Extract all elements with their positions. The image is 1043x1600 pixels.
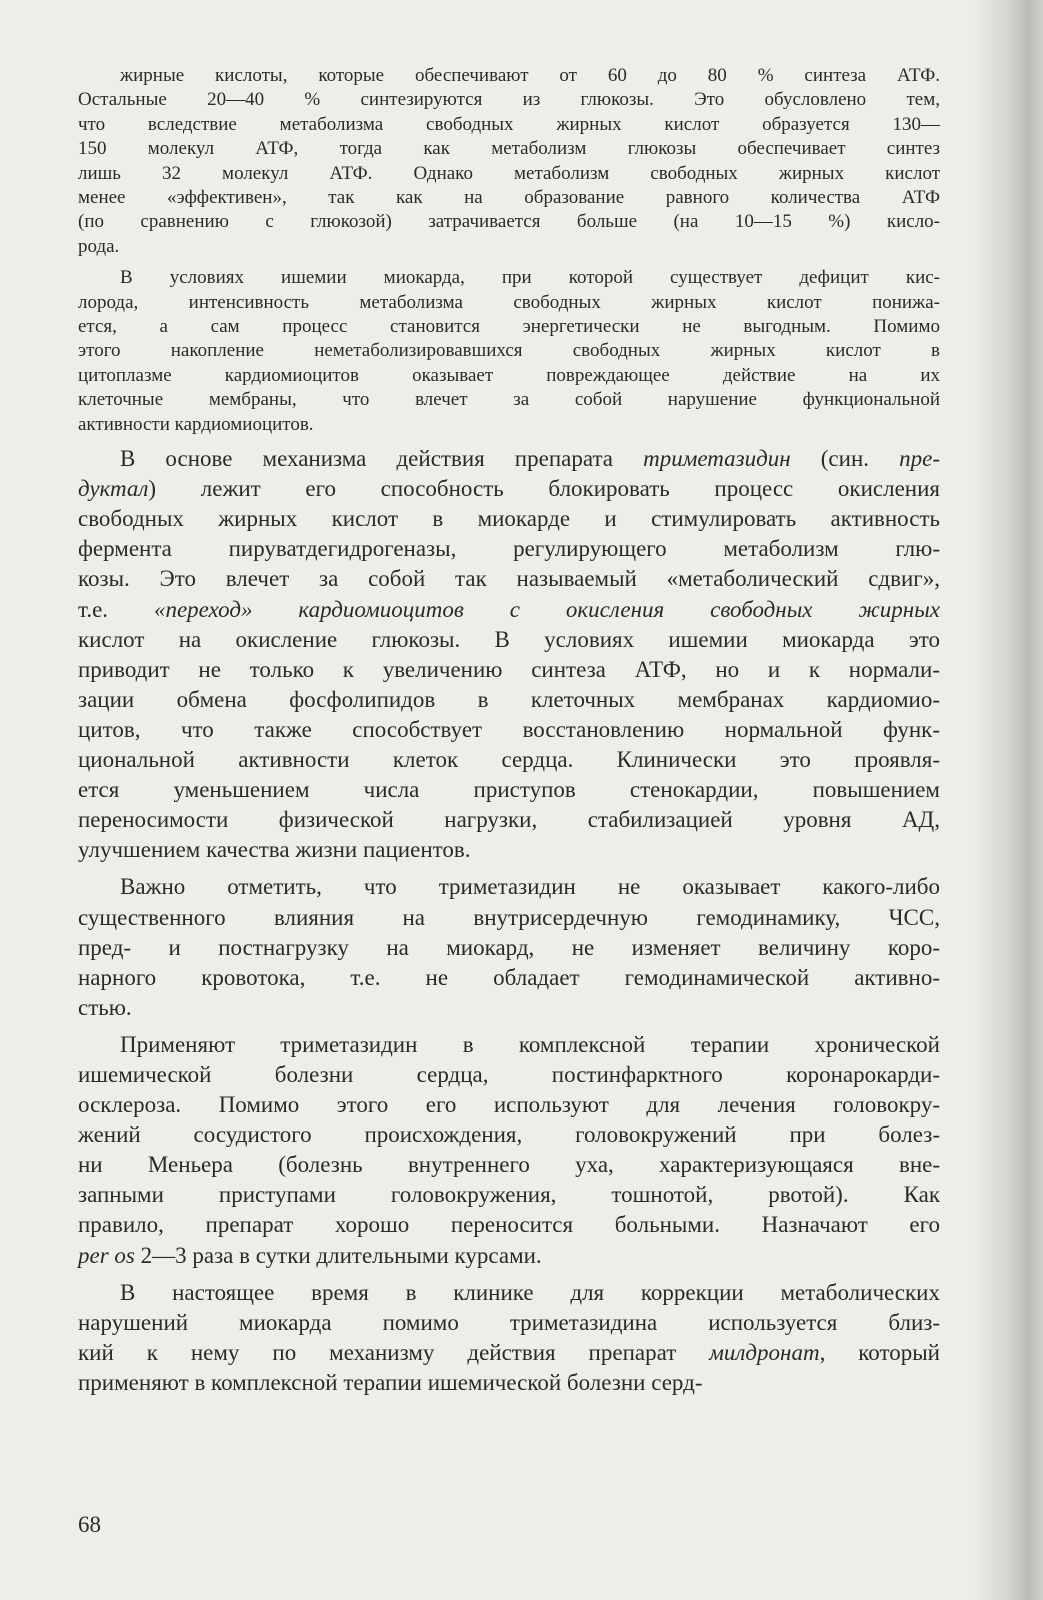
text-line: дуктал) лежит его способность блокировать процесс окисления	[78, 476, 940, 502]
text-line: цитоплазме кардиомиоцитов оказывает повреждающее действие на их	[78, 364, 940, 386]
text-line: т.е. «переход» кардиомиоцитов с окисления свободных жирных	[78, 596, 940, 622]
text-line: переносимости физической нагрузки, стабилизацией уровня АД,	[78, 807, 940, 833]
text-line: осклероза. Помимо этого его используют для лечения головокру-	[78, 1092, 940, 1118]
text-line: запными приступами головокружения, тошнотой, рвотой). Как	[78, 1182, 940, 1208]
text-line: жирные кислоты, которые обеспечивают от 60 до 80 % синтеза АТФ.	[120, 65, 940, 86]
text-line: ни Меньера (болезнь внутреннего уха, характеризующаяся вне-	[78, 1152, 940, 1178]
text-line: улучшением качества жизни пациентов.	[78, 837, 471, 863]
text-line: нарушений миокарда помимо триметазидина используется близ-	[78, 1309, 940, 1335]
text-line: ется уменьшением числа приступов стенокардии, повышением	[78, 777, 940, 803]
text-line: стью.	[78, 994, 132, 1020]
paragraph-6	[78, 1278, 940, 1398]
paragraph-2	[78, 266, 940, 437]
text-line: ется, а сам процесс становится энергетически не выгодным. Помимо	[78, 316, 940, 338]
text-line: существенного влияния на внутрисердечную гемодинамику, ЧСС,	[78, 904, 940, 930]
text-line: клеточные мембраны, что влечет за собой нарушение функциональной	[78, 389, 940, 411]
text-line: В основе механизма действия препарата триметазидин (син. пре-	[120, 446, 940, 472]
paragraph-1	[78, 64, 940, 259]
text-line: В настоящее время в клинике для коррекции метаболических	[120, 1279, 940, 1305]
text-line: ишемической болезни сердца, постинфарктного коронарокарди-	[78, 1061, 940, 1087]
text-line: Остальные 20—40 % синтезируются из глюкозы. Это обусловлено тем,	[78, 89, 940, 111]
page-body	[78, 64, 940, 1398]
text-line: лишь 32 молекул АТФ. Однако метаболизм свободных жирных кислот	[78, 162, 940, 184]
text-line: свободных жирных кислот в миокарде и стимулировать активность	[78, 506, 940, 532]
text-line: Важно отметить, что триметазидин не оказывает какого-либо	[120, 874, 940, 900]
text-line: правило, препарат хорошо переносится больными. Назначают его	[78, 1212, 940, 1238]
paragraph-3	[78, 444, 940, 865]
text-line: кислот на окисление глюкозы. В условиях ишемии миокарда это	[78, 626, 940, 652]
text-line: per os 2—3 раза в сутки длительными курсами.	[78, 1242, 542, 1268]
text-line: циональной активности клеток сердца. Клинически это проявля-	[78, 747, 940, 773]
text-line: фермента пируватдегидрогеназы, регулирующего метаболизм глю-	[78, 536, 940, 562]
text-line: приводит не только к увеличению синтеза АТФ, но и к нормали-	[78, 656, 940, 682]
text-line: В условиях ишемии миокарда, при которой существует дефицит кис-	[120, 267, 940, 289]
text-line: жений сосудистого происхождения, головокружений при болез-	[78, 1122, 940, 1148]
text-line: лорода, интенсивность метаболизма свободных жирных кислот понижа-	[78, 291, 940, 313]
paragraph-4	[78, 872, 940, 1022]
text-line: рода.	[78, 235, 120, 257]
text-line: что вследствие метаболизма свободных жирных кислот образуется 130—	[78, 113, 940, 135]
text-line: Применяют триметазидин в комплексной терапии хронической	[120, 1031, 940, 1057]
text-line: кий к нему по механизму действия препарат милдронат, который	[78, 1339, 940, 1365]
text-line: этого накопление неметаболизировавшихся свободных жирных кислот в	[78, 340, 940, 362]
page-edge-shadow	[973, 0, 1043, 1600]
text-line: (по сравнению с глюкозой) затрачивается больше (на 10—15 %) кисло-	[78, 211, 940, 233]
text-line: нарного кровотока, т.е. не обладает гемодинамической активно-	[78, 964, 940, 990]
text-line: применяют в комплексной терапии ишемической болезни серд-	[78, 1369, 703, 1395]
text-line: козы. Это влечет за собой так называемый «метаболический сдвиг»,	[78, 566, 940, 592]
text-line: 150 молекул АТФ, тогда как метаболизм глюкозы обеспечивает синтез	[78, 138, 940, 160]
text-line: менее «эффективен», так как на образование равного количества АТФ	[78, 187, 940, 209]
page-number: 68	[78, 1512, 101, 1537]
text-line: пред- и постнагрузку на миокард, не изменяет величину коро-	[78, 934, 940, 960]
text-line: зации обмена фосфолипидов в клеточных мембранах кардиомио-	[78, 686, 940, 712]
text-line: активности кардиомиоцитов.	[78, 413, 314, 435]
text-line: цитов, что также способствует восстановлению нормальной функ-	[78, 716, 940, 742]
paragraph-5	[78, 1030, 940, 1271]
